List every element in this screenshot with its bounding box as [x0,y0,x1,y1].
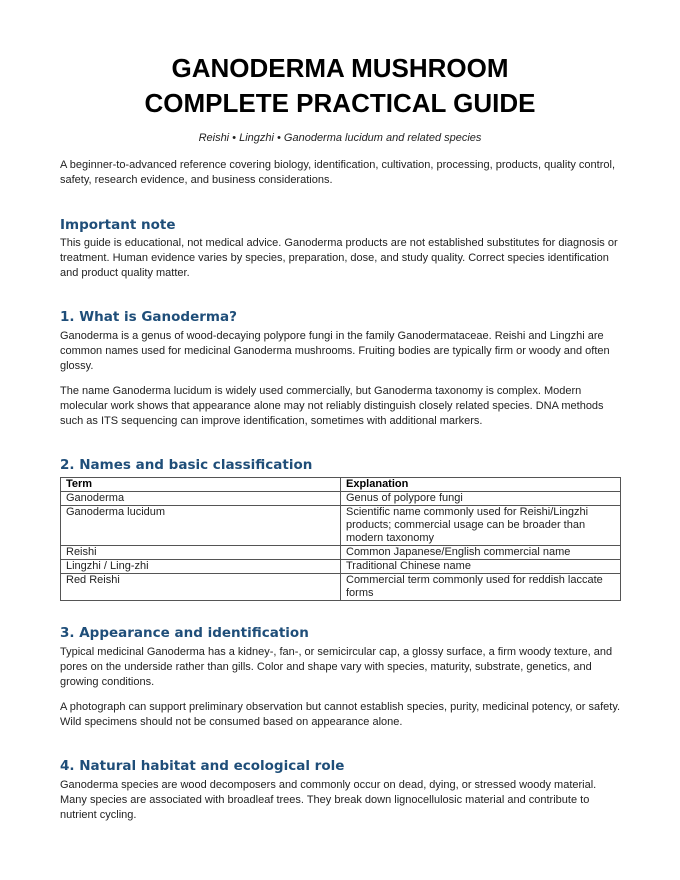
table-cell-explanation: Genus of polypore fungi [341,492,621,506]
table-cell-explanation: Commercial term commonly used for reddish laccate forms [341,574,621,601]
table-row [61,560,621,574]
table-header-row [61,478,621,492]
section-1-paragraph-1: Ganoderma is a genus of wood-decaying polypore fungi in the family Ganodermataceae. Reishi and Lingzhi are common names used for medicinal Ganoderma mushrooms. Fruiting bodies are typically firm or woody and often glossy. [60,330,610,372]
table-row [61,506,621,546]
table-cell-term: Lingzhi / Ling-zhi [61,560,341,574]
section-heading-habitat-ecology: 4. Natural habitat and ecological role [60,758,345,774]
table-cell-term: Red Reishi [61,574,341,601]
table-cell-explanation: Common Japanese/English commercial name [341,546,621,560]
table-row [61,546,621,560]
document-subtitle: Reishi • Lingzhi • Ganoderma lucidum and related species [198,132,482,144]
section-4-paragraph-1: Ganoderma species are wood decomposers and commonly occur on dead, dying, or stressed woody material. Many species are associated with broadleaf trees. They break down lignocellulosic material and contribute to nutrient cycling. [60,779,597,821]
table-cell-explanation: Traditional Chinese name [341,560,621,574]
section-heading-what-is-ganoderma: 1. What is Ganoderma? [60,309,237,325]
table-header-explanation: Explanation [341,478,621,492]
document-title-line1: GANODERMA MUSHROOM [171,53,509,83]
important-note-paragraph: This guide is educational, not medical advice. Ganoderma products are not established substitutes for diagnosis or treatment. Human evidence varies by species, preparation, dose, and study quality. Correct species identification and product quality matter. [60,237,618,279]
classification-table [60,477,621,601]
table-row [61,574,621,601]
table-cell-term: Ganoderma [61,492,341,506]
table-row [61,492,621,506]
section-heading-important-note: Important note [60,217,176,233]
section-3-paragraph-2: A photograph can support preliminary observation but cannot establish species, purity, medicinal potency, or safety. Wild specimens should not be consumed based on appearance alone. [60,701,621,728]
section-3-paragraph-1: Typical medicinal Ganoderma has a kidney-, fan-, or semicircular cap, a glossy surface, a firm woody texture, and pores on the underside rather than gills. Color and shape vary with species, maturity, substrate, genetics, and growing conditions. [60,646,613,688]
table-cell-term: Ganoderma lucidum [61,506,341,546]
section-heading-appearance-identification: 3. Appearance and identification [60,625,309,641]
section-1-paragraph-2: The name Ganoderma lucidum is widely used commercially, but Ganoderma taxonomy is complex. Modern molecular work shows that appearance alone may not reliably distinguish closely related species. DNA methods such as ITS sequencing can improve identification, sometimes with additional markers. [60,385,604,427]
intro-paragraph: A beginner-to-advanced reference covering biology, identification, cultivation, processing, products, quality control, safety, research evidence, and business considerations. [60,159,616,186]
table-cell-term: Reishi [61,546,341,560]
table-cell-explanation: Scientific name commonly used for Reishi/Lingzhi products; commercial usage can be broader than modern taxonomy [341,506,621,546]
table-header-term: Term [61,478,341,492]
section-heading-names-classification: 2. Names and basic classification [60,457,313,473]
document-title-line2: COMPLETE PRACTICAL GUIDE [144,88,536,118]
